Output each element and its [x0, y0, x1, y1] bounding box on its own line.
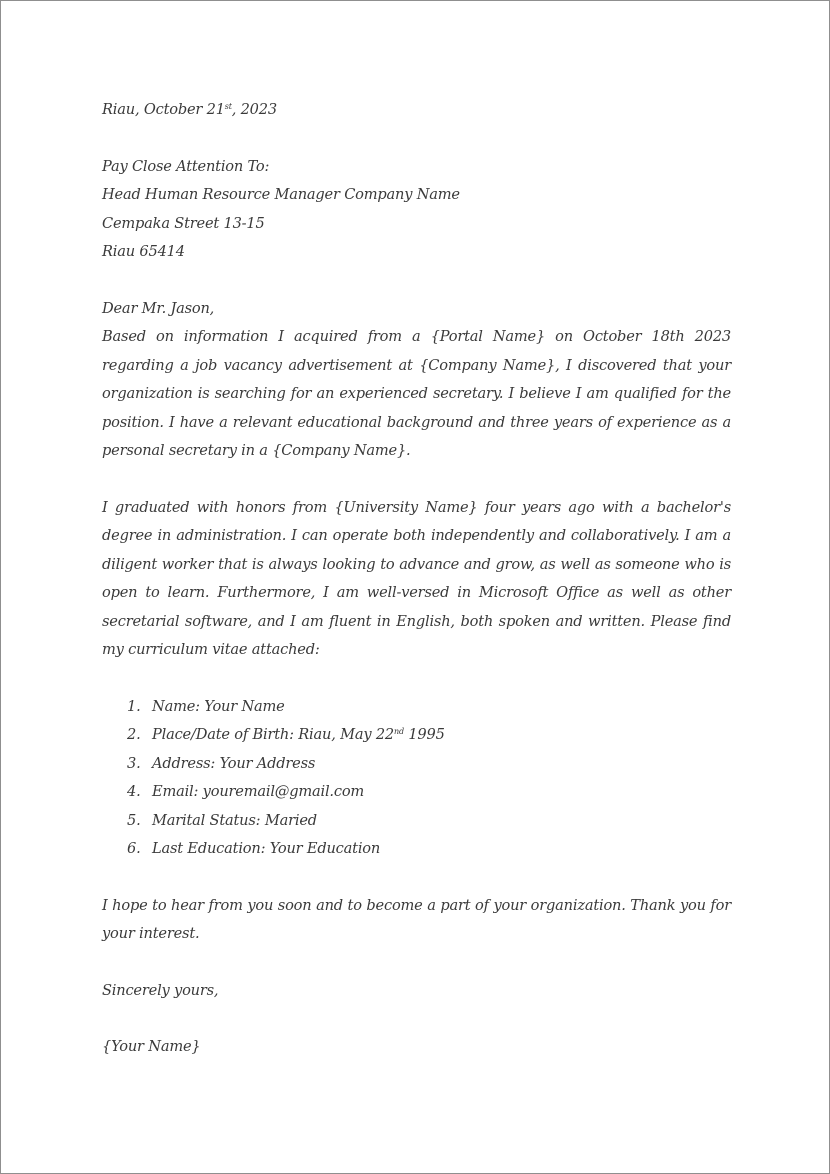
list-item: 2. Place/Date of Birth: Riau, May 22nd 1995 [127, 726, 445, 743]
letter-body [102, 96, 731, 1062]
recipient-block [102, 153, 731, 267]
recipient-city: Riau 65414 [102, 243, 185, 260]
list-item: 1. Name: Your Name [127, 697, 285, 715]
list-item: 3. Address: Your Address [127, 754, 316, 772]
list-item: 5. Marital Status: Maried [127, 811, 317, 829]
paragraph-intro: Based on information I acquired from a {Portal Name} on October 18th 2023 regarding a job vacancy advertisement at {Company Name}, I discovered that your organization is searching for an experienced secretary. I believe I am qualified for the position. I have a relevant educational background and three years of experience as a personal secretary in a {Company Name}. [102, 328, 731, 459]
attention-line: Pay Close Attention To: [102, 157, 270, 175]
list-item: 4. Email: youremail@gmail.com [127, 783, 365, 800]
personal-details-list [102, 693, 731, 864]
signature-name: {Your Name} [102, 1038, 201, 1055]
list-item: 6. Last Education: Your Education [127, 840, 381, 857]
paragraph-background: I graduated with honors from {University Name} four years ago with a bachelor's degree in administration. I can operate both independently and collaboratively. I am a diligent worker that is always looking to advance and grow, as well as someone who is open to learn. Furthermore, I am well-versed in Microsoft Office as well as other secretarial software, and I am fluent in English, both spoken and written. Please find my curriculum vitae attached: [102, 498, 731, 658]
closing-paragraph: I hope to hear from you soon and to become a part of your organization. Thank you for your interest. [102, 896, 731, 942]
salutation: Dear Mr. Jason, [102, 299, 215, 317]
recipient-street: Cempaka Street 13-15 [102, 214, 265, 232]
recipient-title: Head Human Resource Manager Company Name [102, 186, 460, 203]
letter-date: Riau, October 21st, 2023 [102, 101, 277, 118]
sign-off: Sincerely yours, [102, 981, 219, 999]
